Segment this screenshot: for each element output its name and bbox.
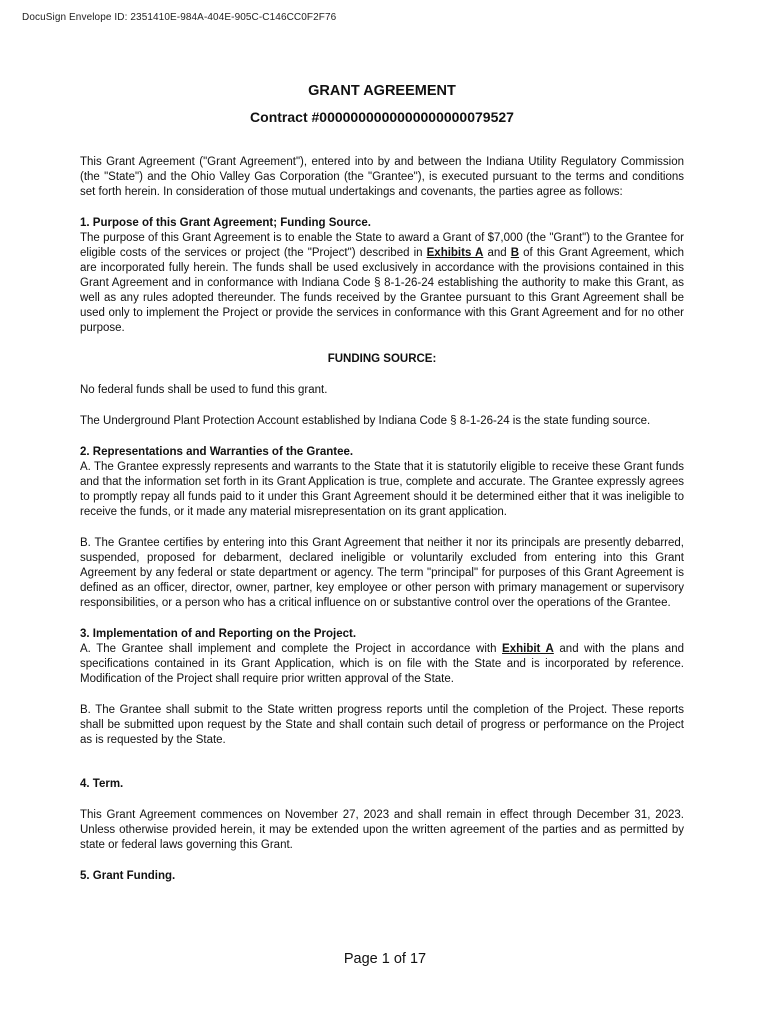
funding-source-heading: FUNDING SOURCE: xyxy=(327,353,437,365)
section-2-heading: 2. Representations and Warranties of the Grantee. xyxy=(80,446,354,458)
exhibit-a-link: Exhibit A xyxy=(502,643,554,655)
section-1-heading: 1. Purpose of this Grant Agreement; Funding Source. xyxy=(80,217,371,229)
section-2-paragraph-a: A. The Grantee expressly represents and warrants to the State that it is statutorily eligible to receive these Grant funds and that the information set forth in its Grant Application is true, complete and accurate. The Grantee expressly agrees to promptly repay all funds paid to it under this Grant Agreement should it be determined either that it was ineligible to receive the funds, or it made any material misrepresentation on its grant application. xyxy=(80,461,684,518)
funding-paragraph-1: No federal funds shall be used to fund this grant. xyxy=(80,384,328,396)
section-3-paragraph-b: B. The Grantee shall submit to the State written progress reports until the completion of the Project. These reports shall be submitted upon request by the State and shall contain such detail of progress or performance on the Project as is requested by the State. xyxy=(80,704,684,746)
section-4-heading: 4. Term. xyxy=(80,778,124,790)
funding-paragraph-2: The Underground Plant Protection Account established by Indiana Code § 8-1-26-24 is the state funding source. xyxy=(80,415,651,427)
exhibits-a-link: Exhibits A xyxy=(426,247,484,259)
exhibit-b-link: B xyxy=(510,247,520,259)
section-1-paragraph xyxy=(80,231,684,336)
section-3-text-a1: A. The Grantee shall implement and complete the Project in accordance with xyxy=(80,643,503,655)
contract-number: Contract #0000000000000000000079527 xyxy=(250,109,514,125)
section-5-heading: 5. Grant Funding. xyxy=(80,870,176,882)
section-3-paragraph-a xyxy=(80,642,684,687)
section-1-and: and xyxy=(483,247,511,259)
section-3-heading: 3. Implementation of and Reporting on the Project. xyxy=(80,628,357,640)
intro-paragraph: This Grant Agreement ("Grant Agreement"), entered into by and between the Indiana Utility Regulatory Commission (the "State") and the Ohio Valley Gas Corporation (the "Grantee"), is executed pursuant to the terms and conditions set forth herein. In consideration of those mutual undertakings and covenants, the parties agree as follows: xyxy=(80,156,684,198)
section-4-paragraph: This Grant Agreement commences on November 27, 2023 and shall remain in effect through December 31, 2023. Unless otherwise provided herein, it may be extended upon the written agreement of the parties and as permitted by state or federal laws governing this Grant. xyxy=(80,809,684,851)
section-1-text-b: of this Grant Agreement, which are incorporated fully herein. The funds shall be used exclusively in accordance with the provisions contained in this Grant Agreement and in conformance with Indiana Code § 8-1-26-24 establishing the authority to make this Grant, as well as any rules adopted thereunder. The funds received by the Grantee pursuant to this Grant Agreement shall be used only to implement the Project or provide the services in conformance with this Grant Agreement and for no other purpose. xyxy=(80,247,684,334)
section-2-paragraph-b: B. The Grantee certifies by entering into this Grant Agreement that neither it nor its principals are presently debarred, suspended, proposed for debarment, declared ineligible or voluntarily excluded from entering into this Grant Agreement by any federal or state department or agency. The term "principal" for purposes of this Grant Agreement is defined as an officer, director, owner, partner, key employee or other person with primary management or supervisory responsibilities, or a person who has a critical influence on or substantive control over the operations of the Grantee. xyxy=(80,537,684,609)
section-3-text-a2: and with the plans and specifications contained in its Grant Application, which is on file with the State and is incorporated by reference. Modification of the Project shall require prior written approval of the State. xyxy=(80,643,684,685)
page-number: Page 1 of 17 xyxy=(343,951,427,967)
section-1-text-a: The purpose of this Grant Agreement is to enable the State to award a Grant of $7,000 (the "Grant") to the Grantee for eligible costs of the services or project (the "Project") described in xyxy=(80,232,684,259)
document-body xyxy=(80,82,684,884)
document-title: GRANT AGREEMENT xyxy=(308,83,456,99)
docusign-envelope-id: DocuSign Envelope ID: 2351410E-984A-404E-905C-C146CC0F2F76 xyxy=(22,12,337,23)
